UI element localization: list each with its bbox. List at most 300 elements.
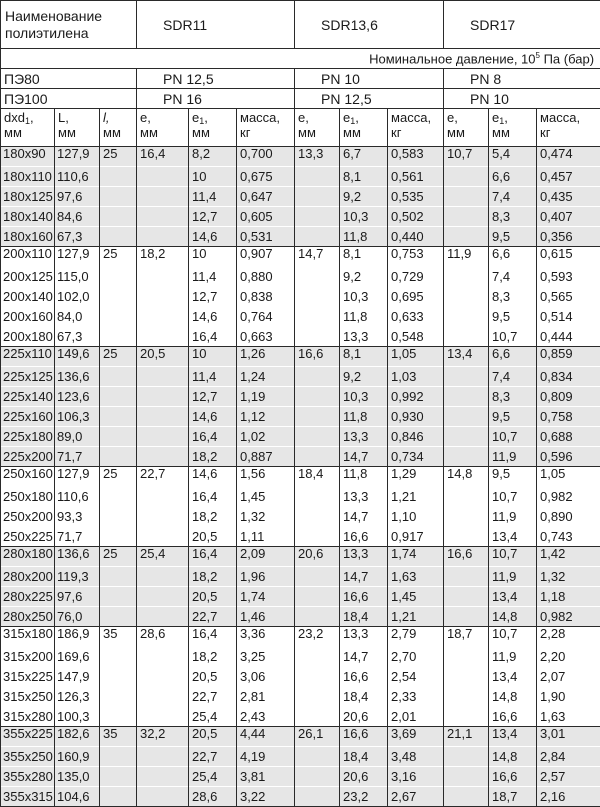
cell-sdr11-mass: 1,26 (237, 347, 295, 367)
table-row (1, 787, 600, 807)
cell-sdr17-e1: 13,4 (489, 527, 537, 547)
material-pe80-label: ПЭ80 (1, 69, 137, 89)
cell-sdr13-6-e (295, 787, 340, 807)
cell-sdr13-6-e1: 18,4 (340, 687, 388, 707)
cell-dxd: 355x280 (1, 767, 55, 787)
cell-sdr11-e1: 8,2 (189, 147, 237, 167)
cell-sdr17-mass: 0,435 (537, 187, 600, 207)
cell-sdr17-mass: 0,743 (537, 527, 600, 547)
cell-length-l (100, 747, 137, 767)
cell-length-l (100, 387, 137, 407)
cell-length-L: 147,9 (55, 667, 100, 687)
cell-dxd: 200x180 (1, 327, 55, 347)
cell-length-L: 126,3 (55, 687, 100, 707)
cell-sdr11-e (137, 287, 189, 307)
cell-length-L: 127,9 (55, 467, 100, 487)
cell-sdr17-mass: 0,514 (537, 307, 600, 327)
cell-length-l: 35 (100, 627, 137, 647)
cell-sdr11-e (137, 387, 189, 407)
cell-sdr17-e (444, 507, 489, 527)
cell-sdr13-6-mass: 2,54 (388, 667, 444, 687)
cell-length-l: 25 (100, 547, 137, 567)
cell-sdr17-e (444, 207, 489, 227)
cell-sdr13-6-e1: 11,8 (340, 227, 388, 247)
cell-sdr17-e1: 5,4 (489, 147, 537, 167)
cell-sdr13-6-e1: 13,3 (340, 427, 388, 447)
cell-sdr13-6-e (295, 227, 340, 247)
cell-sdr13-6-mass: 3,16 (388, 767, 444, 787)
cell-dxd: 280x250 (1, 607, 55, 627)
column-header-row (1, 109, 600, 147)
cell-sdr17-e (444, 287, 489, 307)
cell-sdr17-e (444, 327, 489, 347)
cell-length-L: 110,6 (55, 487, 100, 507)
cell-sdr17-e1: 11,9 (489, 507, 537, 527)
cell-length-L: 149,6 (55, 347, 100, 367)
col-header-sdr17-e: e, мм (444, 109, 489, 147)
table-row (1, 727, 600, 747)
cell-sdr11-e (137, 647, 189, 667)
cell-length-l (100, 767, 137, 787)
cell-dxd: 315x200 (1, 647, 55, 667)
cell-sdr17-e1: 13,4 (489, 587, 537, 607)
cell-sdr17-e (444, 667, 489, 687)
cell-sdr17-mass: 1,90 (537, 687, 600, 707)
cell-length-L: 71,7 (55, 447, 100, 467)
cell-sdr11-e1: 10 (189, 247, 237, 267)
cell-sdr11-mass: 1,12 (237, 407, 295, 427)
cell-sdr13-6-mass: 1,74 (388, 547, 444, 567)
cell-sdr11-mass: 2,09 (237, 547, 295, 567)
cell-sdr17-mass: 0,457 (537, 167, 600, 187)
cell-sdr13-6-e: 16,6 (295, 347, 340, 367)
cell-length-L: 186,9 (55, 627, 100, 647)
pressure-note-spacer (1, 49, 137, 69)
cell-length-l (100, 427, 137, 447)
cell-sdr13-6-mass: 0,917 (388, 527, 444, 547)
cell-sdr17-e1: 8,3 (489, 207, 537, 227)
cell-sdr17-e1: 13,4 (489, 727, 537, 747)
size-group (1, 727, 600, 807)
cell-sdr17-e (444, 447, 489, 467)
cell-sdr13-6-e1: 11,8 (340, 467, 388, 487)
cell-sdr13-6-e1: 8,1 (340, 247, 388, 267)
cell-dxd: 315x180 (1, 627, 55, 647)
material-pe100-label: ПЭ100 (1, 89, 137, 109)
cell-sdr17-e1: 6,6 (489, 167, 537, 187)
cell-sdr17-e: 14,8 (444, 467, 489, 487)
cell-sdr13-6-mass: 2,79 (388, 627, 444, 647)
cell-sdr17-e (444, 487, 489, 507)
cell-sdr13-6-e (295, 207, 340, 227)
cell-sdr17-e1: 10,7 (489, 487, 537, 507)
sdr17-header: SDR17 (444, 1, 600, 49)
cell-sdr13-6-e1: 10,3 (340, 387, 388, 407)
cell-sdr11-e1: 14,6 (189, 467, 237, 487)
cell-sdr11-mass: 1,32 (237, 507, 295, 527)
cell-sdr11-mass: 1,46 (237, 607, 295, 627)
cell-sdr13-6-e1: 9,2 (340, 367, 388, 387)
cell-dxd: 225x140 (1, 387, 55, 407)
cell-sdr13-6-mass: 1,10 (388, 507, 444, 527)
cell-sdr17-mass: 2,28 (537, 627, 600, 647)
cell-sdr13-6-e (295, 367, 340, 387)
cell-sdr11-e (137, 607, 189, 627)
cell-sdr11-mass: 1,74 (237, 587, 295, 607)
cell-sdr17-e (444, 527, 489, 547)
col-header-length-l: l, мм (100, 109, 137, 147)
table-row (1, 487, 600, 507)
table-row (1, 467, 600, 487)
cell-length-L: 76,0 (55, 607, 100, 627)
cell-sdr17-e1: 9,5 (489, 467, 537, 487)
cell-sdr11-e: 32,2 (137, 727, 189, 747)
cell-sdr11-e1: 22,7 (189, 687, 237, 707)
table-row (1, 747, 600, 767)
cell-sdr17-e (444, 767, 489, 787)
cell-length-l: 25 (100, 147, 137, 167)
cell-sdr11-mass: 3,36 (237, 627, 295, 647)
cell-length-l (100, 307, 137, 327)
cell-dxd: 180x90 (1, 147, 55, 167)
table-row (1, 187, 600, 207)
cell-length-l (100, 227, 137, 247)
cell-length-L: 127,9 (55, 247, 100, 267)
cell-sdr11-e1: 16,4 (189, 427, 237, 447)
cell-sdr13-6-e (295, 747, 340, 767)
cell-sdr11-mass: 0,907 (237, 247, 295, 267)
col-header-sdr13-6-e1: $e_1$, мм (340, 109, 388, 147)
cell-sdr13-6-e (295, 427, 340, 447)
cell-length-L: 89,0 (55, 427, 100, 447)
cell-sdr17-mass: 0,565 (537, 287, 600, 307)
cell-length-l (100, 607, 137, 627)
cell-dxd: 225x110 (1, 347, 55, 367)
cell-length-L: 71,7 (55, 527, 100, 547)
cell-sdr13-6-e (295, 667, 340, 687)
cell-sdr11-e1: 16,4 (189, 627, 237, 647)
cell-sdr13-6-e1: 13,3 (340, 327, 388, 347)
cell-sdr13-6-e1: 9,2 (340, 267, 388, 287)
table-row (1, 607, 600, 627)
cell-sdr13-6-mass: 0,633 (388, 307, 444, 327)
cell-sdr17-e1: 6,6 (489, 247, 537, 267)
cell-length-L: 123,6 (55, 387, 100, 407)
cell-sdr13-6-e: 18,4 (295, 467, 340, 487)
cell-sdr13-6-e: 26,1 (295, 727, 340, 747)
cell-sdr13-6-mass: 0,695 (388, 287, 444, 307)
cell-length-L: 110,6 (55, 167, 100, 187)
cell-sdr11-e1: 20,5 (189, 727, 237, 747)
cell-sdr17-e1: 10,7 (489, 547, 537, 567)
cell-sdr17-e1: 14,8 (489, 687, 537, 707)
cell-length-L: 67,3 (55, 327, 100, 347)
cell-sdr17-e1: 7,4 (489, 267, 537, 287)
cell-sdr11-e (137, 567, 189, 587)
table-row (1, 227, 600, 247)
cell-length-l: 25 (100, 247, 137, 267)
cell-sdr13-6-e (295, 387, 340, 407)
cell-sdr13-6-e (295, 567, 340, 587)
table-row (1, 387, 600, 407)
cell-length-L: 127,9 (55, 147, 100, 167)
cell-length-L: 97,6 (55, 587, 100, 607)
cell-length-l: 35 (100, 727, 137, 747)
pe100-sdr17-pn: PN 10 (444, 89, 600, 109)
cell-sdr13-6-e1: 18,4 (340, 607, 388, 627)
cell-sdr13-6-e (295, 167, 340, 187)
cell-sdr17-mass: 0,356 (537, 227, 600, 247)
cell-dxd: 315x250 (1, 687, 55, 707)
cell-sdr11-e1: 22,7 (189, 747, 237, 767)
cell-length-l (100, 707, 137, 727)
cell-sdr11-mass: 1,56 (237, 467, 295, 487)
cell-dxd: 250x225 (1, 527, 55, 547)
cell-sdr13-6-mass: 0,535 (388, 187, 444, 207)
cell-length-l (100, 187, 137, 207)
cell-sdr17-e1: 16,6 (489, 707, 537, 727)
cell-sdr17-mass: 1,63 (537, 707, 600, 727)
cell-sdr17-e (444, 167, 489, 187)
col-header-sdr11-mass: масса, кг (237, 109, 295, 147)
cell-sdr11-e1: 11,4 (189, 367, 237, 387)
cell-sdr11-e (137, 447, 189, 467)
cell-sdr17-mass: 2,57 (537, 767, 600, 787)
table-row (1, 527, 600, 547)
table-row (1, 447, 600, 467)
cell-sdr13-6-mass: 1,21 (388, 487, 444, 507)
cell-length-L: 136,6 (55, 367, 100, 387)
cell-sdr17-e (444, 567, 489, 587)
cell-sdr17-e1: 16,6 (489, 767, 537, 787)
cell-sdr17-e: 21,1 (444, 727, 489, 747)
cell-sdr13-6-mass: 0,753 (388, 247, 444, 267)
cell-sdr17-mass: 2,20 (537, 647, 600, 667)
cell-sdr11-mass: 0,647 (237, 187, 295, 207)
cell-sdr13-6-e1: 11,8 (340, 407, 388, 427)
cell-dxd: 225x180 (1, 427, 55, 447)
cell-sdr11-e (137, 207, 189, 227)
cell-sdr17-e (444, 367, 489, 387)
col-header-sdr13-6-e: e, мм (295, 109, 340, 147)
col-header-sdr17-mass: масса, кг (537, 109, 600, 147)
cell-sdr11-e1: 12,7 (189, 287, 237, 307)
cell-length-L: 135,0 (55, 767, 100, 787)
cell-sdr11-mass: 4,44 (237, 727, 295, 747)
cell-sdr11-mass: 1,11 (237, 527, 295, 547)
cell-dxd: 280x200 (1, 567, 55, 587)
cell-sdr13-6-e (295, 447, 340, 467)
cell-sdr13-6-e1: 14,7 (340, 567, 388, 587)
cell-sdr17-mass: 1,05 (537, 467, 600, 487)
cell-sdr17-mass: 2,16 (537, 787, 600, 807)
cell-length-l (100, 367, 137, 387)
cell-length-l (100, 167, 137, 187)
cell-sdr17-e (444, 227, 489, 247)
cell-length-L: 67,3 (55, 227, 100, 247)
cell-dxd: 280x180 (1, 547, 55, 567)
cell-sdr17-e1: 11,9 (489, 447, 537, 467)
cell-sdr13-6-e1: 11,8 (340, 307, 388, 327)
table-row (1, 407, 600, 427)
cell-sdr11-mass: 3,06 (237, 667, 295, 687)
cell-length-l (100, 787, 137, 807)
table-row (1, 567, 600, 587)
cell-dxd: 355x225 (1, 727, 55, 747)
cell-dxd: 315x280 (1, 707, 55, 727)
cell-sdr17-mass: 0,593 (537, 267, 600, 287)
size-group (1, 467, 600, 547)
table-row (1, 287, 600, 307)
cell-sdr17-e (444, 427, 489, 447)
cell-sdr11-e1: 12,7 (189, 387, 237, 407)
cell-sdr17-e: 16,6 (444, 547, 489, 567)
cell-sdr11-mass: 0,887 (237, 447, 295, 467)
cell-dxd: 250x200 (1, 507, 55, 527)
cell-sdr13-6-e1: 20,6 (340, 767, 388, 787)
cell-sdr11-mass: 2,43 (237, 707, 295, 727)
cell-sdr13-6-e1: 16,6 (340, 727, 388, 747)
table-row (1, 267, 600, 287)
table-row (1, 767, 600, 787)
table-row (1, 327, 600, 347)
cell-sdr11-e (137, 227, 189, 247)
cell-sdr11-e: 18,2 (137, 247, 189, 267)
cell-sdr13-6-e (295, 707, 340, 727)
cell-sdr13-6-mass: 1,63 (388, 567, 444, 587)
cell-sdr17-e (444, 647, 489, 667)
cell-sdr13-6-e1: 14,7 (340, 507, 388, 527)
cell-sdr17-mass: 0,982 (537, 607, 600, 627)
cell-sdr11-mass: 2,81 (237, 687, 295, 707)
cell-sdr17-mass: 0,859 (537, 347, 600, 367)
cell-sdr13-6-e (295, 647, 340, 667)
cell-sdr13-6-mass: 3,48 (388, 747, 444, 767)
cell-sdr13-6-mass: 3,69 (388, 727, 444, 747)
cell-sdr17-mass: 1,32 (537, 567, 600, 587)
table-row (1, 247, 600, 267)
cell-sdr11-e1: 25,4 (189, 767, 237, 787)
cell-sdr17-mass: 0,758 (537, 407, 600, 427)
cell-sdr11-e (137, 507, 189, 527)
cell-sdr13-6-e: 23,2 (295, 627, 340, 647)
sdr11-header: SDR11 (137, 1, 295, 49)
cell-sdr13-6-e (295, 407, 340, 427)
cell-sdr13-6-e: 14,7 (295, 247, 340, 267)
cell-sdr17-e: 13,4 (444, 347, 489, 367)
cell-dxd: 200x110 (1, 247, 55, 267)
cell-sdr13-6-mass: 1,45 (388, 587, 444, 607)
cell-sdr17-e: 11,9 (444, 247, 489, 267)
cell-sdr17-mass: 2,07 (537, 667, 600, 687)
cell-sdr13-6-e1: 13,3 (340, 627, 388, 647)
table-row (1, 307, 600, 327)
size-group (1, 347, 600, 467)
pe100-sdr13-6-pn: PN 12,5 (295, 89, 444, 109)
cell-sdr11-mass: 0,764 (237, 307, 295, 327)
cell-sdr13-6-e (295, 487, 340, 507)
cell-dxd: 225x160 (1, 407, 55, 427)
cell-sdr11-e1: 20,5 (189, 667, 237, 687)
cell-sdr11-e1: 14,6 (189, 307, 237, 327)
cell-sdr13-6-e: 13,3 (295, 147, 340, 167)
cell-sdr17-mass: 0,982 (537, 487, 600, 507)
cell-sdr17-mass: 0,474 (537, 147, 600, 167)
cell-sdr17-mass: 0,444 (537, 327, 600, 347)
col-header-dxd: dxd$_1$, мм (1, 109, 55, 147)
cell-sdr17-e (444, 307, 489, 327)
cell-sdr11-e1: 16,4 (189, 487, 237, 507)
cell-length-L: 169,6 (55, 647, 100, 667)
cell-length-l (100, 527, 137, 547)
cell-sdr13-6-e1: 8,1 (340, 347, 388, 367)
cell-sdr17-mass: 0,615 (537, 247, 600, 267)
cell-sdr11-e1: 14,6 (189, 407, 237, 427)
cell-sdr13-6-e1: 10,3 (340, 287, 388, 307)
cell-sdr13-6-e1: 20,6 (340, 707, 388, 727)
table-row (1, 707, 600, 727)
cell-dxd: 250x180 (1, 487, 55, 507)
cell-sdr17-mass: 2,84 (537, 747, 600, 767)
cell-sdr17-e (444, 587, 489, 607)
cell-sdr17-e1: 10,7 (489, 627, 537, 647)
table-row (1, 427, 600, 447)
size-group (1, 627, 600, 727)
size-group (1, 547, 600, 627)
cell-sdr11-mass: 1,24 (237, 367, 295, 387)
cell-sdr11-mass: 0,663 (237, 327, 295, 347)
cell-length-l (100, 667, 137, 687)
cell-dxd: 315x225 (1, 667, 55, 687)
cell-sdr17-e (444, 407, 489, 427)
cell-sdr13-6-e (295, 327, 340, 347)
cell-sdr17-mass: 0,407 (537, 207, 600, 227)
cell-length-L: 84,0 (55, 307, 100, 327)
cell-sdr13-6-e1: 16,6 (340, 587, 388, 607)
cell-sdr17-mass: 1,42 (537, 547, 600, 567)
cell-sdr11-e1: 16,4 (189, 327, 237, 347)
cell-length-L: 160,9 (55, 747, 100, 767)
cell-sdr11-mass: 3,22 (237, 787, 295, 807)
cell-sdr11-e: 22,7 (137, 467, 189, 487)
cell-dxd: 225x125 (1, 367, 55, 387)
cell-length-L: 106,3 (55, 407, 100, 427)
cell-sdr11-e1: 16,4 (189, 547, 237, 567)
cell-sdr17-mass: 1,18 (537, 587, 600, 607)
cell-length-L: 136,6 (55, 547, 100, 567)
cell-sdr11-mass: 0,531 (237, 227, 295, 247)
cell-sdr13-6-e1: 8,1 (340, 167, 388, 187)
cell-sdr11-mass: 0,700 (237, 147, 295, 167)
cell-sdr11-e (137, 667, 189, 687)
cell-sdr13-6-e1: 10,3 (340, 207, 388, 227)
cell-sdr13-6-mass: 0,846 (388, 427, 444, 447)
cell-sdr17-mass: 0,596 (537, 447, 600, 467)
cell-sdr11-e (137, 707, 189, 727)
cell-length-l (100, 287, 137, 307)
cell-sdr17-e1: 10,7 (489, 427, 537, 447)
cell-dxd: 200x160 (1, 307, 55, 327)
cell-sdr13-6-mass: 0,992 (388, 387, 444, 407)
cell-sdr13-6-e1: 23,2 (340, 787, 388, 807)
cell-sdr11-e1: 22,7 (189, 607, 237, 627)
cell-sdr11-mass: 3,81 (237, 767, 295, 787)
cell-sdr11-e (137, 527, 189, 547)
cell-sdr11-e (137, 187, 189, 207)
cell-sdr11-e1: 11,4 (189, 187, 237, 207)
cell-sdr17-e1: 7,4 (489, 367, 537, 387)
cell-length-L: 119,3 (55, 567, 100, 587)
